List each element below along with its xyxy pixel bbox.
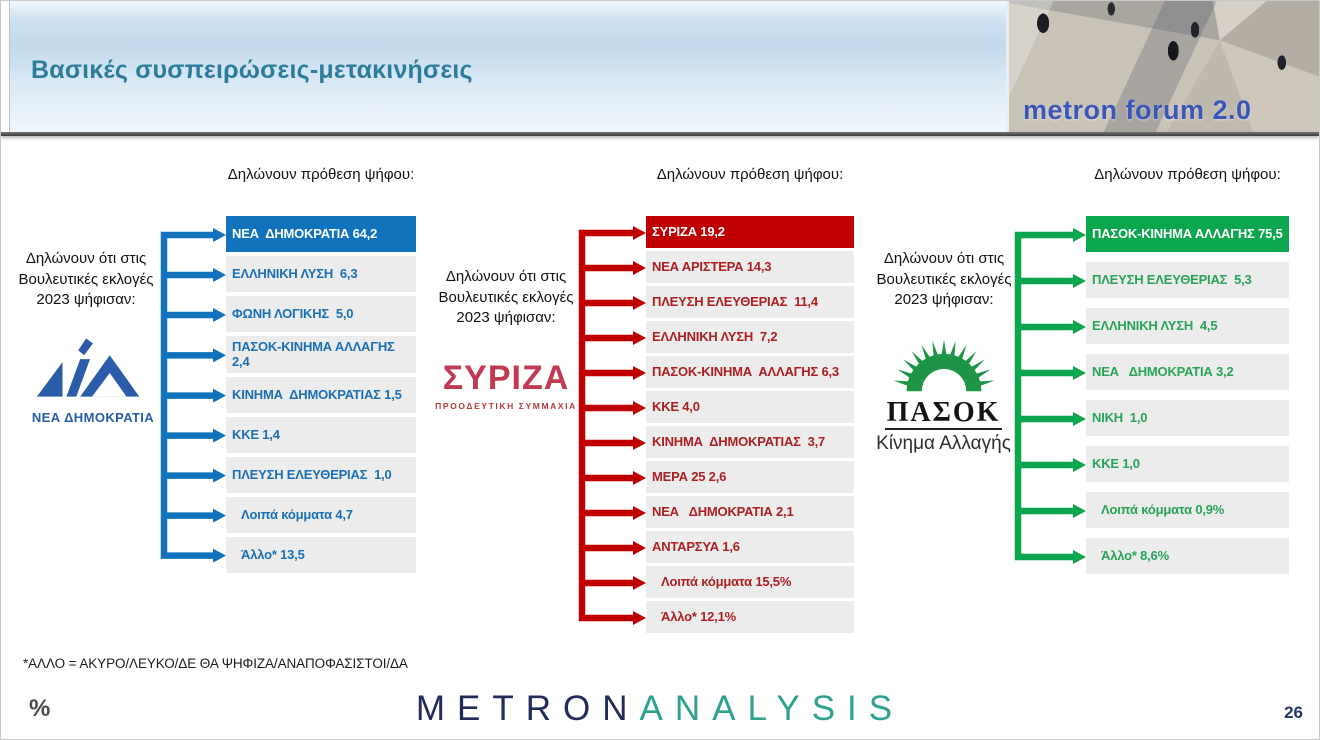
intention-row: ΝΕΑ ΔΗΜΟΚΡΑΤΙΑ 2,1: [646, 496, 854, 528]
metron-analysis-logo: [416, 689, 904, 729]
intention-row: ΠΑΣΟΚ-ΚΙΝΗΜΑ ΑΛΛΑΓΗΣ 75,5: [1086, 216, 1289, 252]
intention-row: Λοιπά κόμματα 15,5%: [646, 566, 854, 598]
intention-row: ΦΩΝΗ ΛΟΓΙΚΗΣ 5,0: [226, 296, 416, 332]
intention-row: ΠΛΕΥΣΗ ΕΛΕΥΘΕΡΙΑΣ 5,3: [1086, 262, 1289, 298]
pasok-logo-caption: Κίνημα Αλλαγής: [876, 433, 1011, 455]
arrow-head: [1073, 320, 1086, 334]
intention-row: ΕΛΛΗΝΙΚΗ ΛΥΣΗ 6,3: [226, 256, 416, 292]
pasok-sun-icon: [874, 329, 1014, 393]
arrow-head: [633, 541, 646, 555]
arrow-head: [213, 509, 226, 523]
nd-logo-icon: [29, 337, 157, 403]
arrow-head: [213, 268, 226, 282]
arrow-head: [1073, 274, 1086, 288]
intention-row: ΕΛΛΗΝΙΚΗ ΛΥΣΗ 4,5: [1086, 308, 1289, 344]
arrow-head: [633, 261, 646, 275]
arrow-head: [633, 611, 646, 625]
arrow-head: [633, 576, 646, 590]
intention-row: ΚΙΝΗΜΑ ΔΗΜΟΚΡΑΤΙΑΣ 1,5: [226, 377, 416, 413]
pasok-logo: [871, 329, 1016, 455]
metron-forum-logo-text: metron forum 2.0: [1023, 95, 1252, 125]
syriza-logo-text: ΣΥΡΙΖΑ: [442, 359, 570, 397]
metron-analysis-logo-metron: METRON: [415, 689, 640, 728]
intention-row: ΕΛΛΗΝΙΚΗ ΛΥΣΗ 7,2: [646, 321, 854, 353]
intention-row: ΚΙΝΗΜΑ ΔΗΜΟΚΡΑΤΙΑΣ 3,7: [646, 426, 854, 458]
intention-row: ΝΙΚΗ 1,0: [1086, 400, 1289, 436]
intention-row: ΠΛΕΥΣΗ ΕΛΕΥΘΕΡΙΑΣ 11,4: [646, 286, 854, 318]
intention-row: ΠΛΕΥΣΗ ΕΛΕΥΘΕΡΙΑΣ 1,0: [226, 457, 416, 493]
arrow-head: [213, 549, 226, 563]
intention-row: Άλλο* 8,6%: [1086, 538, 1289, 574]
arrow-head: [633, 331, 646, 345]
arrow-head: [1073, 412, 1086, 426]
intention-row: ΠΑΣΟΚ-ΚΙΝΗΜΑ ΑΛΛΑΓΗΣ 2,4: [226, 336, 416, 373]
intention-row: Άλλο* 13,5: [226, 537, 416, 573]
arrow-head: [633, 436, 646, 450]
arrow-head: [213, 429, 226, 443]
intention-label: Δηλώνουν πρόθεση ψήφου:: [227, 166, 415, 183]
intention-row: ΚΚΕ 1,0: [1086, 446, 1289, 482]
nd-logo-caption: ΝΕΑ ΔΗΜΟΚΡΑΤΙΑ: [31, 410, 155, 425]
footnote: *ΑΛΛΟ = ΑΚΥΡΟ/ΛΕΥΚΟ/ΔΕ ΘΑ ΨΗΦΙΖΑ/ΑΝΑΠΟΦΑΣΙΣΤΟΙ/ΔΑ: [23, 656, 408, 671]
voted-label: Δηλώνουν ότι στις Βουλευτικές εκλογές 2023 ψήφισαν:: [18, 250, 154, 309]
pasok-logo-text: ΠΑΣΟΚ: [885, 398, 1003, 430]
header-divider: [1, 132, 1319, 136]
intention-list: [1086, 216, 1289, 574]
nd-logo: [23, 337, 163, 425]
intention-row: ΚΚΕ 1,4: [226, 417, 416, 453]
metron-forum-photo: [1006, 1, 1319, 132]
intention-list: [226, 216, 416, 573]
intention-row: ΑΝΤΑΡΣΥΑ 1,6: [646, 531, 854, 563]
arrow-head: [633, 506, 646, 520]
arrow-head: [1073, 550, 1086, 564]
arrow-head: [633, 366, 646, 380]
intention-label: Δηλώνουν πρόθεση ψήφου:: [656, 166, 844, 183]
unit-label: %: [29, 695, 51, 722]
arrow-head: [633, 471, 646, 485]
intention-row: Άλλο* 12,1%: [646, 601, 854, 633]
arrow-head: [633, 296, 646, 310]
arrow-head: [213, 228, 226, 242]
arrow-head: [213, 469, 226, 483]
intention-label: Δηλώνουν πρόθεση ψήφου:: [1094, 166, 1281, 183]
page-title: Βασικές συσπειρώσεις-μετακινήσεις: [31, 56, 473, 84]
arrow-head: [1073, 504, 1086, 518]
arrow-head: [213, 348, 226, 362]
arrow-head: [633, 226, 646, 240]
arrow-head: [1073, 228, 1086, 242]
intention-row: ΣΥΡΙΖΑ 19,2: [646, 216, 854, 248]
intention-row: Λοιπά κόμματα 0,9%: [1086, 492, 1289, 528]
intention-row: ΚΚΕ 4,0: [646, 391, 854, 423]
intention-row: ΝΕΑ ΑΡΙΣΤΕΡΑ 14,3: [646, 251, 854, 283]
voted-label: Δηλώνουν ότι στις Βουλευτικές εκλογές 2023 ψήφισαν:: [876, 250, 1012, 309]
arrow-head: [213, 389, 226, 403]
voted-label: Δηλώνουν ότι στις Βουλευτικές εκλογές 2023 ψήφισαν:: [438, 268, 574, 327]
arrow-head: [1073, 458, 1086, 472]
intention-row: ΜΕΡΑ 25 2,6: [646, 461, 854, 493]
arrow-head: [1073, 366, 1086, 380]
page-number: 26: [1284, 703, 1303, 722]
arrow-head: [213, 308, 226, 322]
syriza-logo-caption: ΠΡΟΟΔΕΥΤΙΚΗ ΣΥΜΜΑΧΙΑ: [435, 401, 577, 411]
arrow-head: [633, 401, 646, 415]
syriza-logo: [433, 359, 579, 411]
intention-row: ΝΕΑ ΔΗΜΟΚΡΑΤΙΑ 64,2: [226, 216, 416, 252]
intention-row: Λοιπά κόμματα 4,7: [226, 497, 416, 533]
intention-row: ΠΑΣΟΚ-ΚΙΝΗΜΑ ΑΛΛΑΓΗΣ 6,3: [646, 356, 854, 388]
metron-analysis-logo-analysis: ANALYSIS: [639, 689, 905, 728]
intention-list: [646, 216, 854, 633]
intention-row: ΝΕΑ ΔΗΜΟΚΡΑΤΙΑ 3,2: [1086, 354, 1289, 390]
